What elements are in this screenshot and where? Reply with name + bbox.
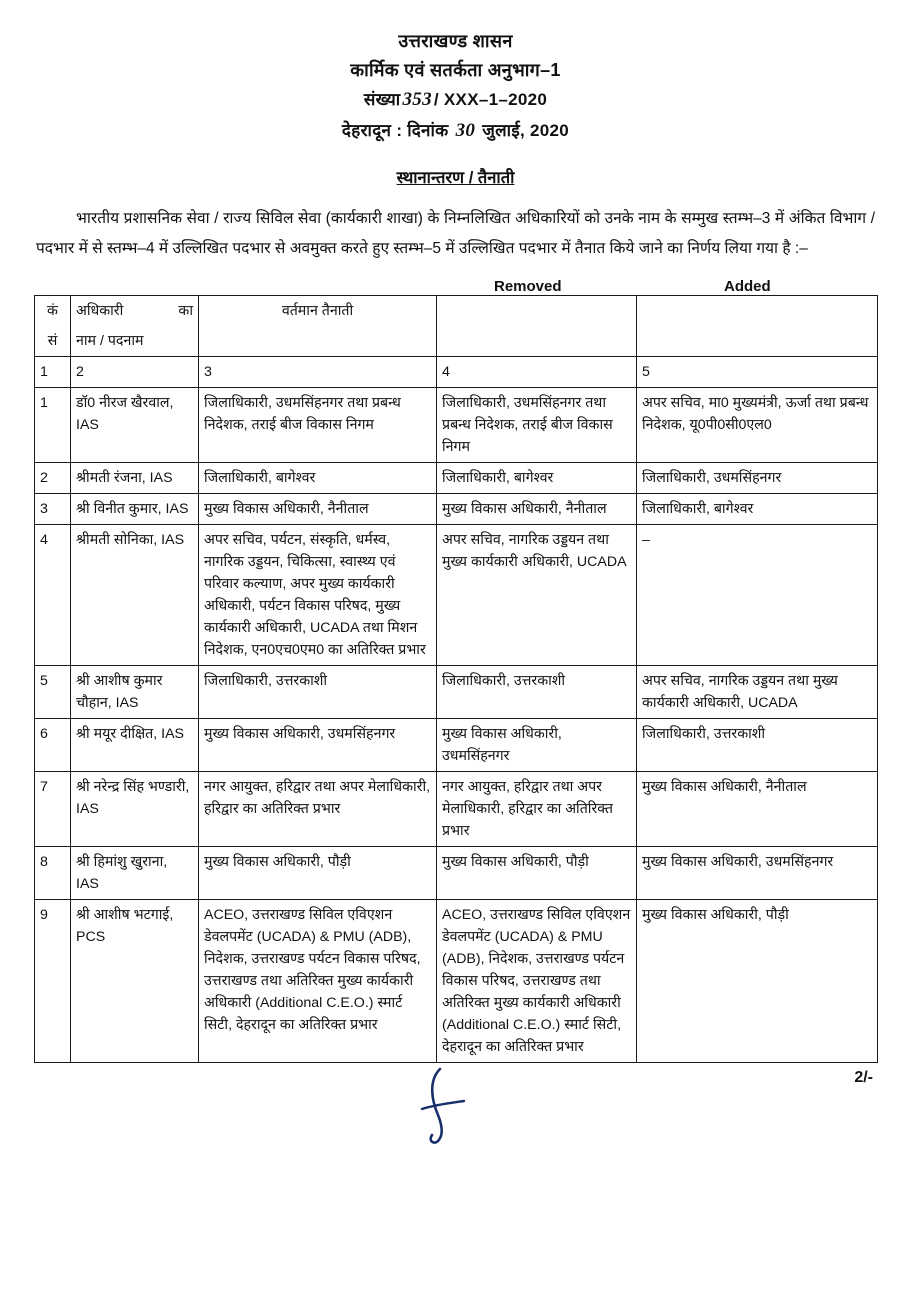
row-removed: मुख्य विकास अधिकारी, उधमसिंहनगर <box>437 719 637 772</box>
row-serial: 5 <box>35 666 71 719</box>
table-header-row <box>35 296 878 327</box>
row-current-posting: नगर आयुक्त, हरिद्वार तथा अपर मेलाधिकारी, हरिद्वार का अतिरिक्त प्रभार <box>199 772 437 847</box>
row-added: – <box>637 525 878 666</box>
table-row <box>35 772 878 847</box>
header-name-word1: अधिकारी <box>76 303 124 320</box>
row-serial: 7 <box>35 772 71 847</box>
added-column-label: Added <box>724 278 771 296</box>
col-num-1: 1 <box>35 357 71 388</box>
row-current-posting: मुख्य विकास अधिकारी, पौड़ी <box>199 847 437 900</box>
table-outside-labels <box>34 278 877 295</box>
row-officer-name: श्री नरेन्द्र सिंह भण्डारी, IAS <box>71 772 199 847</box>
table-row <box>35 463 878 494</box>
row-removed: जिलाधिकारी, उधमसिंहनगर तथा प्रबन्ध निदेशक, तराई बीज विकास निगम <box>437 388 637 463</box>
row-current-posting: जिलाधिकारी, बागेश्वर <box>199 463 437 494</box>
row-current-posting: मुख्य विकास अधिकारी, उधमसिंहनगर <box>199 719 437 772</box>
subject-heading: स्थानान्तरण / तैनाती <box>396 169 515 187</box>
col-num-2: 2 <box>71 357 199 388</box>
row-added: जिलाधिकारी, उत्तरकाशी <box>637 719 878 772</box>
col-num-4: 4 <box>437 357 637 388</box>
row-added: जिलाधिकारी, बागेश्वर <box>637 494 878 525</box>
row-officer-name: श्रीमती रंजना, IAS <box>71 463 199 494</box>
department-title: कार्मिक एवं सतर्कता अनुभाग–1 <box>350 60 561 80</box>
table-row <box>35 388 878 463</box>
table-row <box>35 666 878 719</box>
row-officer-name: डॉ0 नीरज खैरवाल, IAS <box>71 388 199 463</box>
document-footer <box>34 1063 877 1149</box>
col-num-3: 3 <box>199 357 437 388</box>
row-officer-name: श्री मयूर दीक्षित, IAS <box>71 719 199 772</box>
table-row <box>35 900 878 1063</box>
row-current-posting: जिलाधिकारी, उधमसिंहनगर तथा प्रबन्ध निदेशक, तराई बीज विकास निगम <box>199 388 437 463</box>
table-row <box>35 847 878 900</box>
row-serial: 3 <box>35 494 71 525</box>
row-serial: 9 <box>35 900 71 1063</box>
row-removed: जिलाधिकारी, बागेश्वर <box>437 463 637 494</box>
header-current-posting: वर्तमान तैनाती <box>199 296 437 357</box>
header-name-line2: नाम / पदनाम <box>71 326 199 357</box>
order-number-value: 353 <box>402 89 432 110</box>
header-sn-line2: सं <box>35 326 71 357</box>
row-serial: 1 <box>35 388 71 463</box>
row-officer-name: श्री हिमांशु खुराना, IAS <box>71 847 199 900</box>
row-current-posting: जिलाधिकारी, उत्तरकाशी <box>199 666 437 719</box>
table-row <box>35 494 878 525</box>
row-added: मुख्य विकास अधिकारी, पौड़ी <box>637 900 878 1063</box>
date-suffix: जुलाई, 2020 <box>482 120 570 140</box>
header-removed <box>437 296 637 357</box>
row-removed: नगर आयुक्त, हरिद्वार तथा अपर मेलाधिकारी, हरिद्वार का अतिरिक्त प्रभार <box>437 772 637 847</box>
row-officer-name: श्रीमती सोनिका, IAS <box>71 525 199 666</box>
date-prefix: देहरादून : दिनांक <box>341 120 449 140</box>
header-name-line1 <box>71 296 199 327</box>
row-officer-name: श्री विनीत कुमार, IAS <box>71 494 199 525</box>
intro-text: भारतीय प्रशासनिक सेवा / राज्य सिविल सेवा (कार्यकारी शाखा) के निम्नलिखित अधिकारियों को उनके नाम के सम्मुख स्तम्भ–3 में अंकित विभाग / पदभार में से स्तम्भ–4 में उल्लिखित पदभार से अवमुक्त करते हुए स्तम्भ–5 में उल्लिखित पदभार में तैनात किये जाने का निर्णय लिया गया है :– <box>36 210 875 258</box>
row-serial: 8 <box>35 847 71 900</box>
row-removed: जिलाधिकारी, उत्तरकाशी <box>437 666 637 719</box>
row-officer-name: श्री आशीष भटगाई, PCS <box>71 900 199 1063</box>
date-line <box>34 117 877 146</box>
date-day-value: 30 <box>455 119 476 141</box>
row-added: मुख्य विकास अधिकारी, नैनीताल <box>637 772 878 847</box>
document-header <box>34 28 877 145</box>
order-number-prefix: संख्या <box>363 90 401 109</box>
row-removed: ACEO, उत्तराखण्ड सिविल एविएशन डेवलपमेंट (UCADA) & PMU (ADB), निदेशक, उत्तराखण्ड पर्यटन विकास परिषद, उत्तराखण्ड तथा अतिरिक्त मुख्य कार्यकारी अधिकारी (Additional C.E.O.) स्मार्ट सिटी, देहरादून का अतिरिक्त प्रभार <box>437 900 637 1063</box>
column-number-row <box>35 357 878 388</box>
row-added: जिलाधिकारी, उधमसिंहनगर <box>637 463 878 494</box>
header-name-word2: का <box>178 303 193 320</box>
header-added <box>637 296 878 357</box>
row-added: मुख्य विकास अधिकारी, उधमसिंहनगर <box>637 847 878 900</box>
row-serial: 6 <box>35 719 71 772</box>
row-officer-name: श्री आशीष कुमार चौहान, IAS <box>71 666 199 719</box>
row-removed: मुख्य विकास अधिकारी, नैनीताल <box>437 494 637 525</box>
government-title: उत्तराखण्ड शासन <box>398 31 513 51</box>
row-current-posting: ACEO, उत्तराखण्ड सिविल एविएशन डेवलपमेंट (UCADA) & PMU (ADB), निदेशक, उत्तराखण्ड पर्यटन विकास परिषद, उत्तराखण्ड तथा अतिरिक्त मुख्य कार्यकारी अधिकारी (Additional C.E.O.) स्मार्ट सिटी, देहरादून का अतिरिक्त प्रभार <box>199 900 437 1063</box>
row-removed: अपर सचिव, नागरिक उड्डयन तथा मुख्य कार्यकारी अधिकारी, UCADA <box>437 525 637 666</box>
row-removed: मुख्य विकास अधिकारी, पौड़ी <box>437 847 637 900</box>
transfer-posting-table <box>34 295 878 1063</box>
page-number: 2/- <box>854 1069 873 1087</box>
order-number-line <box>34 86 877 115</box>
col-num-5: 5 <box>637 357 878 388</box>
header-sn-line1: कं <box>35 296 71 327</box>
row-added: अपर सचिव, मा0 मुख्यमंत्री, ऊर्जा तथा प्रबन्ध निदेशक, यू0पी0सी0एल0 <box>637 388 878 463</box>
row-serial: 4 <box>35 525 71 666</box>
removed-column-label: Removed <box>494 278 562 296</box>
row-added: अपर सचिव, नागरिक उड्डयन तथा मुख्य कार्यकारी अधिकारी, UCADA <box>637 666 878 719</box>
row-serial: 2 <box>35 463 71 494</box>
row-current-posting: अपर सचिव, पर्यटन, संस्कृति, धर्मस्व, नागरिक उड्डयन, चिकित्सा, स्वास्थ्य एवं परिवार कल्याण, अपर मुख्य कार्यकारी अधिकारी, पर्यटन विकास परिषद, मुख्य कार्यकारी अधिकारी, UCADA तथा मिशन निदेशक, एन0एच0एम0 का अतिरिक्त प्रभार <box>199 525 437 666</box>
table-row <box>35 719 878 772</box>
order-number-suffix: / XXX–1–2020 <box>433 90 548 109</box>
signature-mark <box>412 1065 482 1145</box>
intro-paragraph <box>36 204 875 264</box>
table-row <box>35 525 878 666</box>
row-current-posting: मुख्य विकास अधिकारी, नैनीताल <box>199 494 437 525</box>
